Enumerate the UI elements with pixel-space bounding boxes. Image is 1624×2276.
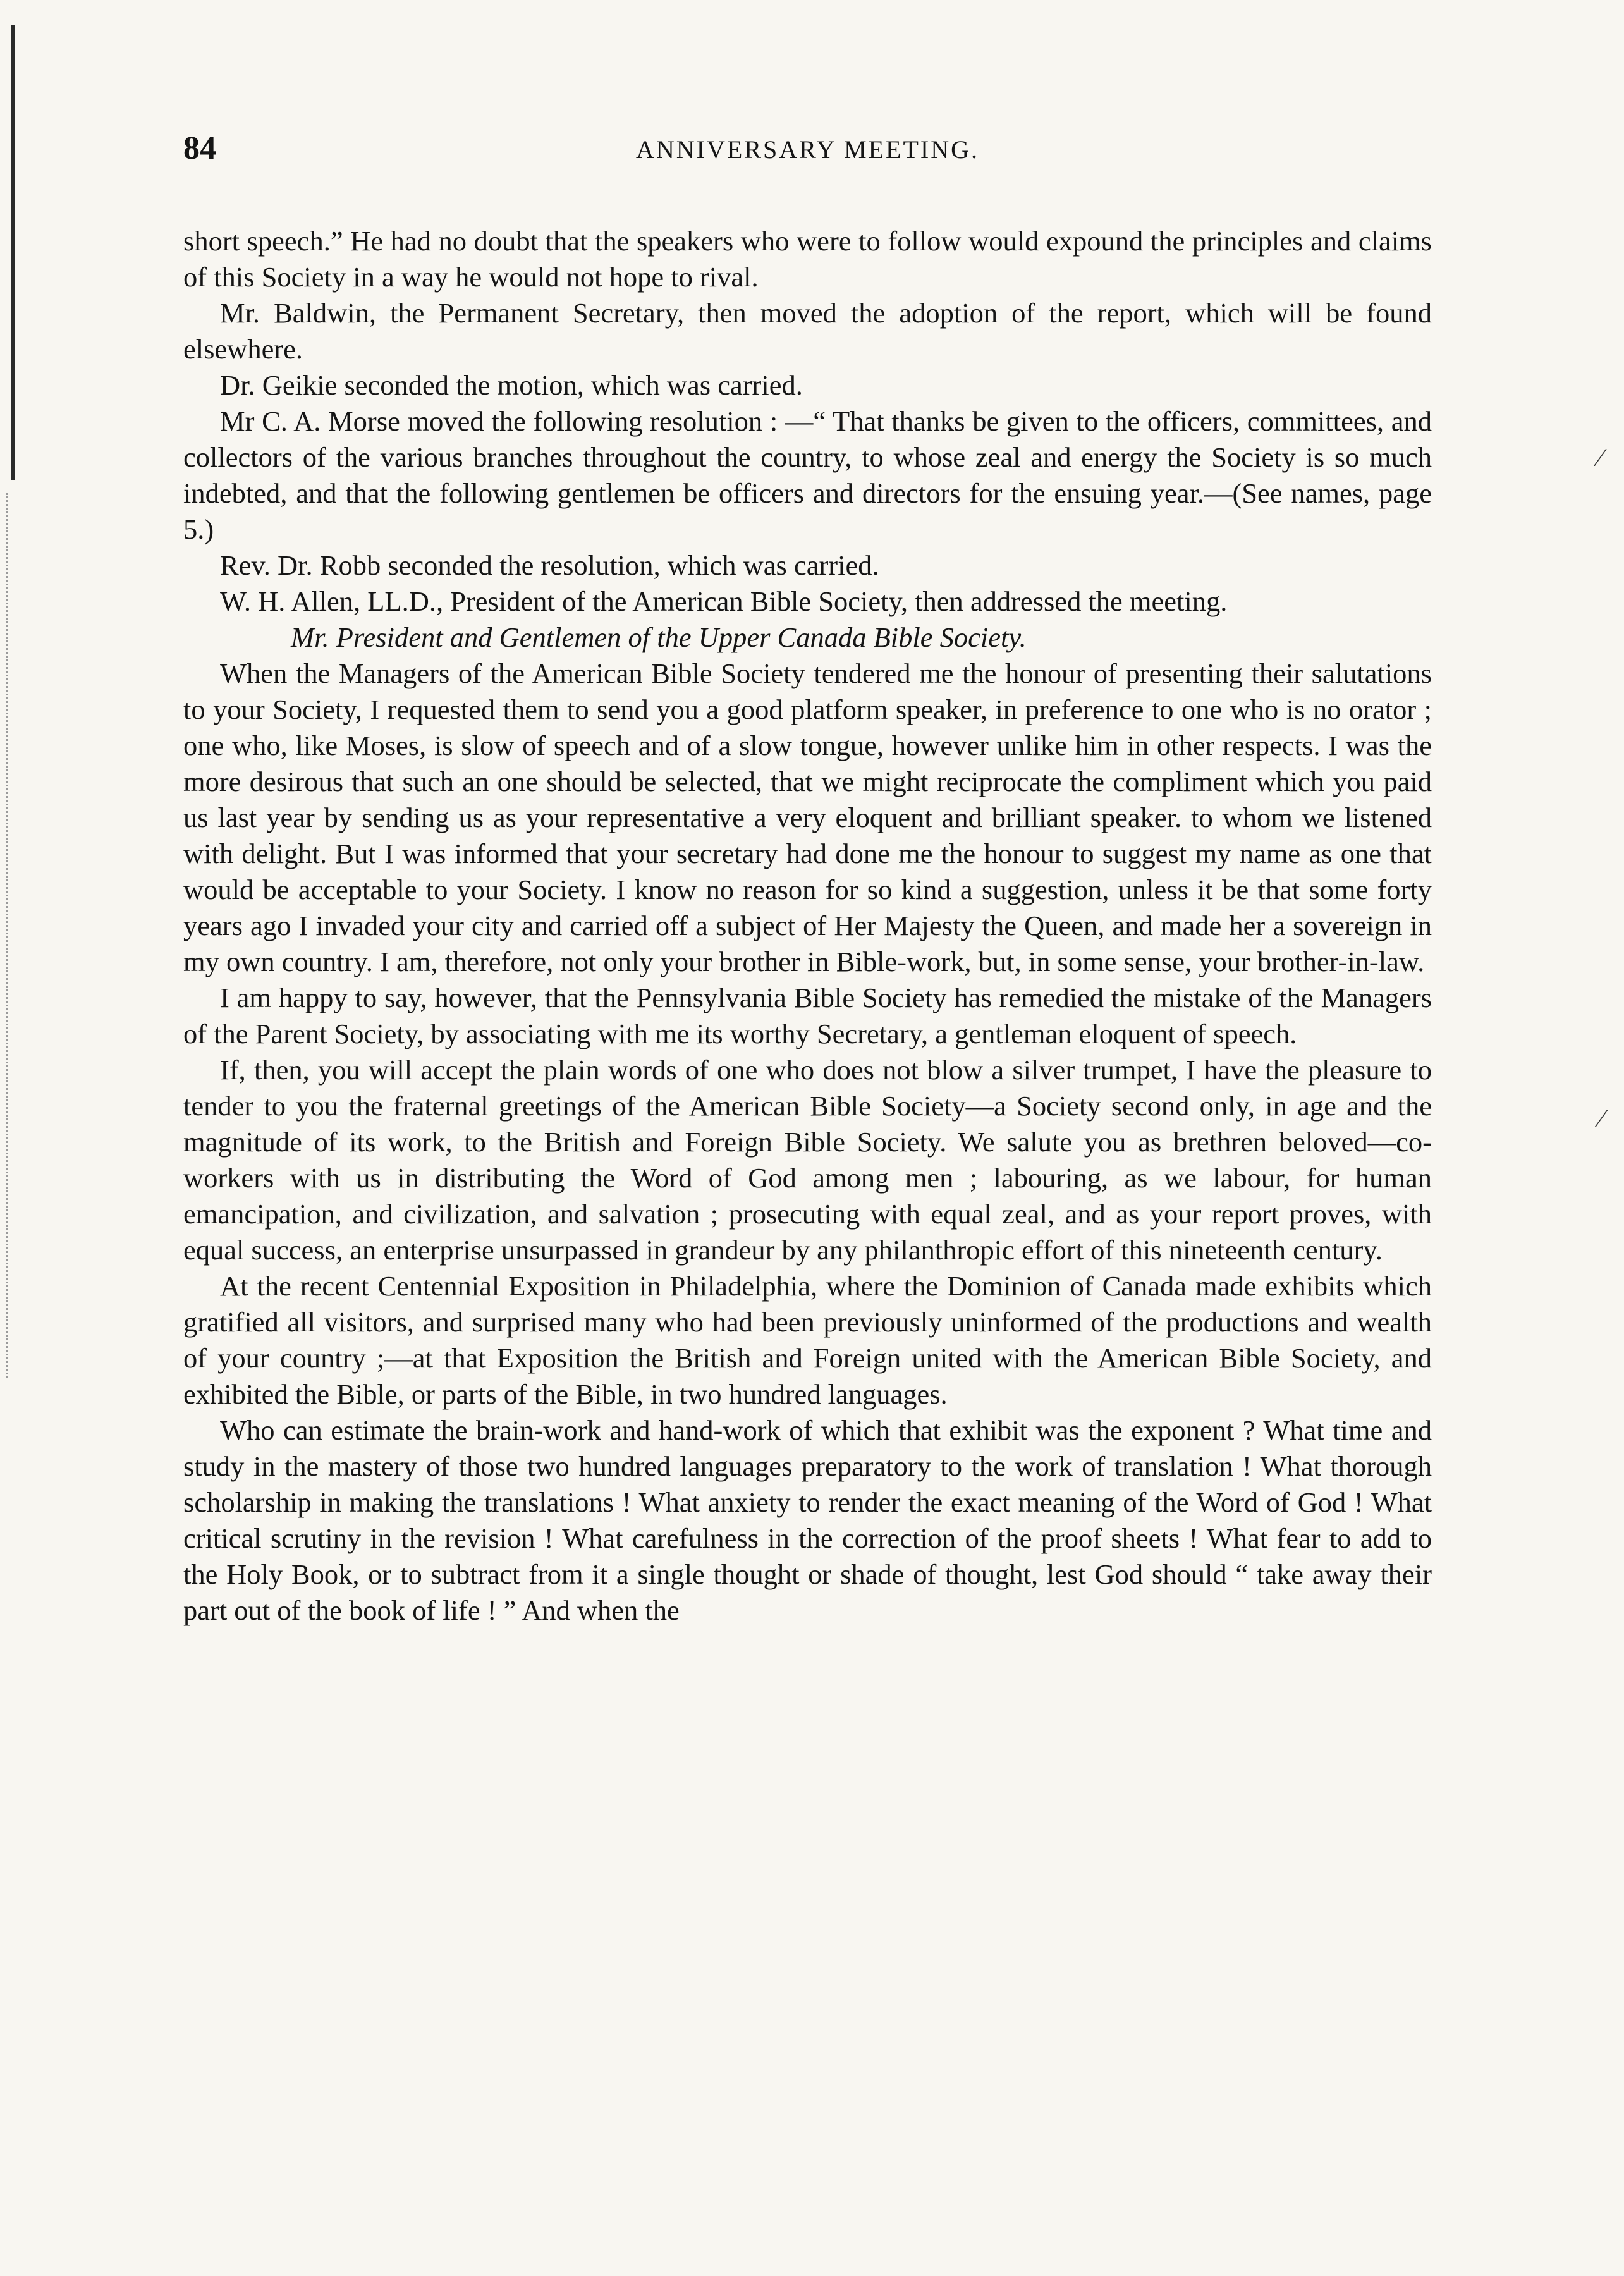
- paragraph-centennial-exposition: At the recent Centennial Exposition in Philadelphia, where the Dominion of Canada made exhibits which gratified all visitors, and surprised many who had been previously uninformed of the productions and wealth of your country ;—at that Exposition the British and Foreign united with the American Bible Society, and exhibited the Bible, or parts of the Bible, in two hundred languages.: [183, 1270, 1432, 1410]
- margin-specks: [6, 493, 11, 1378]
- margin-tick-mark: ⁄: [1598, 443, 1603, 472]
- paragraph-managers-honour: When the Managers of the American Bible Society tendered me the honour of presenting their salutations to your Society, I requested them to send you a good platform speaker, in preference to one who is no orator ; one who, like Moses, is slow of speech and of a slow tongue, however unlike him in other respects. I was the more desirous that such an one should be selected, that we might reciprocate the compliment which you paid us last year by sending us as your representative a very eloquent and brilliant speaker. to whom we listened with delight. But I was informed that your secretary had done me the honour to suggest my name as one that would be acceptable to your Society. I know no reason for so kind a suggestion, unless it be that some forty years ago I invaded your city and carried off a subject of Her Majesty the Queen, and made her a sovereign in my own country. I am, therefore, not only your brother in Bible-work, but, in some sense, your brother-in-law.: [183, 658, 1432, 977]
- text-block: [183, 223, 1432, 1629]
- running-head: ANNIVERSARY MEETING.: [636, 135, 979, 164]
- paragraph-pennsylvania-society: I am happy to say, however, that the Pennsylvania Bible Society has remedied the mistake of the Managers of the Parent Society, by associating with me its worthy Secretary, a gentleman eloquent of speech.: [183, 982, 1432, 1049]
- paragraph-geikie-second: Dr. Geikie seconded the motion, which was carried.: [220, 369, 803, 401]
- paragraph-continuation: short speech.” He had no doubt that the speakers who were to follow would expound the principles and claims of this Society in a way he would not hope to rival.: [183, 225, 1432, 293]
- paragraph-brain-work: Who can estimate the brain-work and hand-work of which that exhibit was the exponent ? What time and study in the mastery of those two hundred languages preparatory to the work of translation ! What thorough scholarship in making the translations ! What anxiety to render the exact meaning of the Word of God ! What critical scrutiny in the revision ! What carefulness in the correction of the proof sheets ! What fear to add to the Holy Book, or to subtract from it a single thought or shade of thought, lest God should “ take away their part out of the book of life ! ” And when the: [183, 1414, 1432, 1626]
- speech-salutation: Mr. President and Gentlemen of the Upper Canada Bible Society.: [291, 621, 1027, 653]
- margin-binding-rule: [11, 25, 15, 480]
- paragraph-fraternal-greetings: If, then, you will accept the plain words of one who does not blow a silver trumpet, I have the pleasure to tender to you the fraternal greetings of the American Bible Society—a Society second only, in age and the magnitude of its work, to the British and Foreign Bible Society. We salute you as brethren beloved—co-workers with us in distributing the Word of God among men ; labouring, as we labour, for human emancipation, and civilization, and salvation ; prosecuting with equal zeal, and as your report proves, with equal success, an enterprise unsurpassed in grandeur by any philanthropic effort of this nineteenth century.: [183, 1054, 1432, 1266]
- paragraph-baldwin-motion: Mr. Baldwin, the Permanent Secretary, then moved the adoption of the report, which will be found elsewhere.: [183, 297, 1432, 365]
- page-header: [183, 130, 1432, 180]
- paragraph-morse-resolution: Mr C. A. Morse moved the following resolution : —“ That thanks be given to the officers, committees, and collectors of the various branches throughout the country, to whose zeal and energy the Society is so much indebted, and that the following gentlemen be officers and directors for the ensuing year.—(See names, page 5.): [183, 405, 1432, 545]
- margin-tick-mark: ⁄: [1599, 1104, 1604, 1132]
- paragraph-allen-address: W. H. Allen, LL.D., President of the American Bible Society, then addressed the meeting.: [220, 585, 1228, 617]
- paragraph-robb-second: Rev. Dr. Robb seconded the resolution, which was carried.: [220, 549, 879, 581]
- page-body: [183, 130, 1432, 1629]
- page-number: 84: [183, 130, 216, 166]
